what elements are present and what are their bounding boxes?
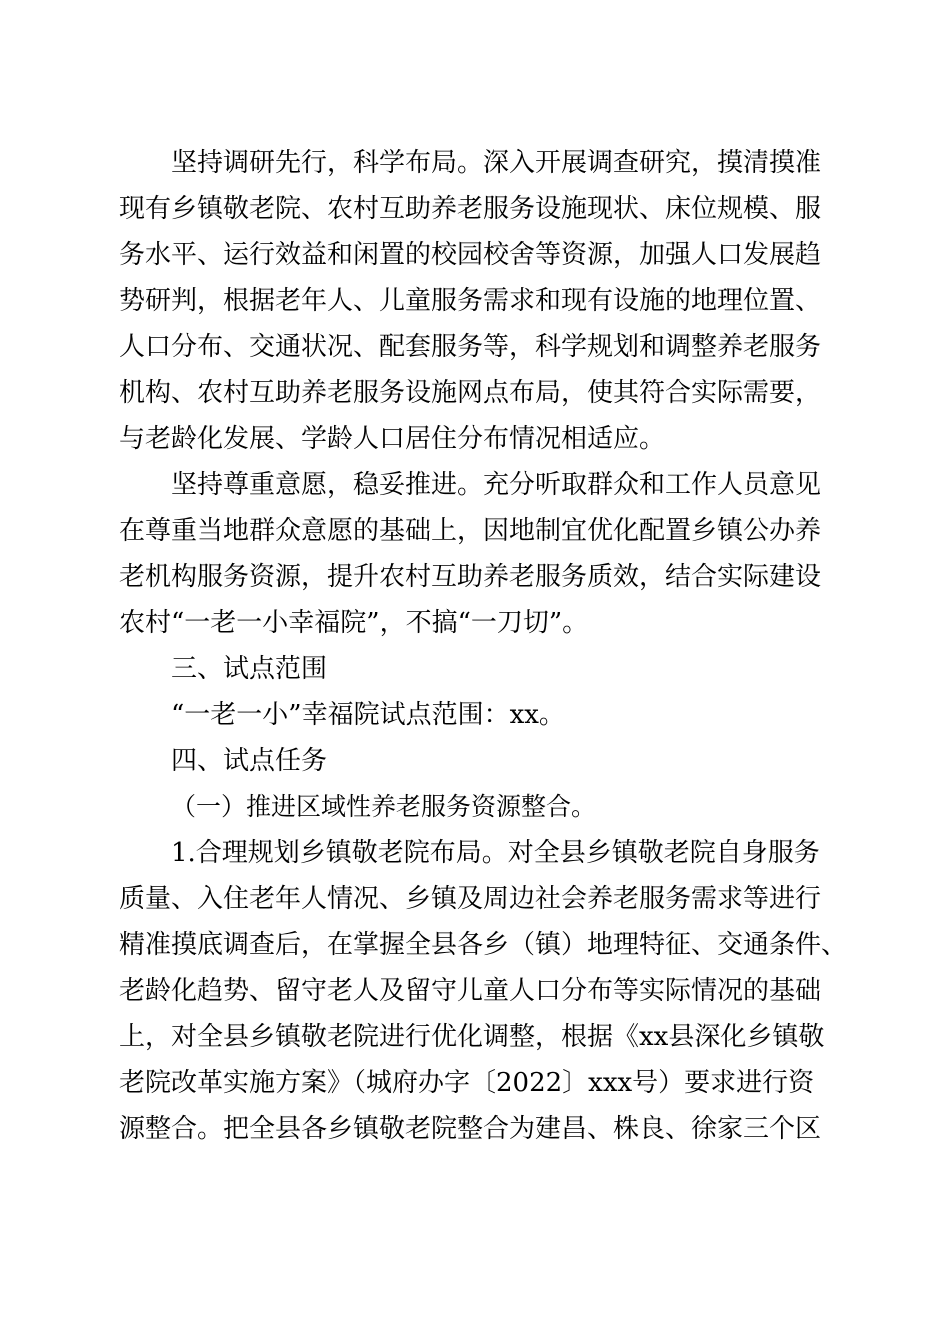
- text-line: 老机构服务资源，提升农村互助养老服务质效，结合实际建设: [119, 562, 822, 592]
- text-line: 1.合理规划乡镇敬老院布局。对全县乡镇敬老院自身服务: [171, 838, 820, 868]
- document-body: [119, 140, 848, 1152]
- text-line: 与老龄化发展、学龄人口居住分布情况相适应。: [119, 424, 666, 454]
- paragraph-research-first: [119, 140, 831, 462]
- section-heading-scope: 三、试点范围: [171, 654, 328, 684]
- text-line: 上，对全县乡镇敬老院进行优化调整，根据《xx县深化乡镇敬: [119, 1022, 825, 1052]
- text-line: 农村“一老一小幸福院”，不搞“一刀切”。: [119, 608, 589, 638]
- text-line: 坚持尊重意愿，稳妥推进。充分听取群众和工作人员意见: [171, 470, 822, 500]
- section-heading-tasks: 四、试点任务: [171, 746, 328, 776]
- text-line: 源整合。把全县各乡镇敬老院整合为建昌、株良、徐家三个区: [119, 1114, 822, 1144]
- text-line: “一老一小”幸福院试点范围：xx。: [171, 700, 565, 730]
- text-line: 坚持调研先行，科学布局。深入开展调查研究，摸清摸准: [171, 148, 822, 178]
- subsection-heading-integration: （一）推进区域性养老服务资源整合。: [171, 792, 597, 821]
- text-line: 机构、农村互助养老服务设施网点布局，使其符合实际需要，: [119, 378, 822, 408]
- text-line: 势研判，根据老年人、儿童服务需求和现有设施的地理位置、: [119, 286, 822, 316]
- paragraph-task-item-1: [119, 830, 848, 1152]
- text-line: 精准摸底调查后，在掌握全县各乡（镇）地理特征、交通条件、: [119, 930, 848, 960]
- text-line: 现有乡镇敬老院、农村互助养老服务设施现状、床位规模、服: [119, 194, 822, 224]
- text-line: 老龄化趋势、留守老人及留守儿童人口分布等实际情况的基础: [119, 976, 822, 1006]
- text-line: 老院改革实施方案》（城府办字〔2022〕xxx号）要求进行资: [119, 1068, 815, 1098]
- paragraph-scope: [119, 692, 831, 738]
- text-line: 质量、入住老年人情况、乡镇及周边社会养老服务需求等进行: [119, 884, 822, 914]
- text-line: 务水平、运行效益和闲置的校园校舍等资源，加强人口发展趋: [119, 240, 822, 270]
- text-line: 在尊重当地群众意愿的基础上，因地制宜优化配置乡镇公办养: [119, 516, 822, 546]
- text-line: 人口分布、交通状况、配套服务等，科学规划和调整养老服务: [119, 332, 822, 362]
- paragraph-respect-wishes: [119, 462, 831, 646]
